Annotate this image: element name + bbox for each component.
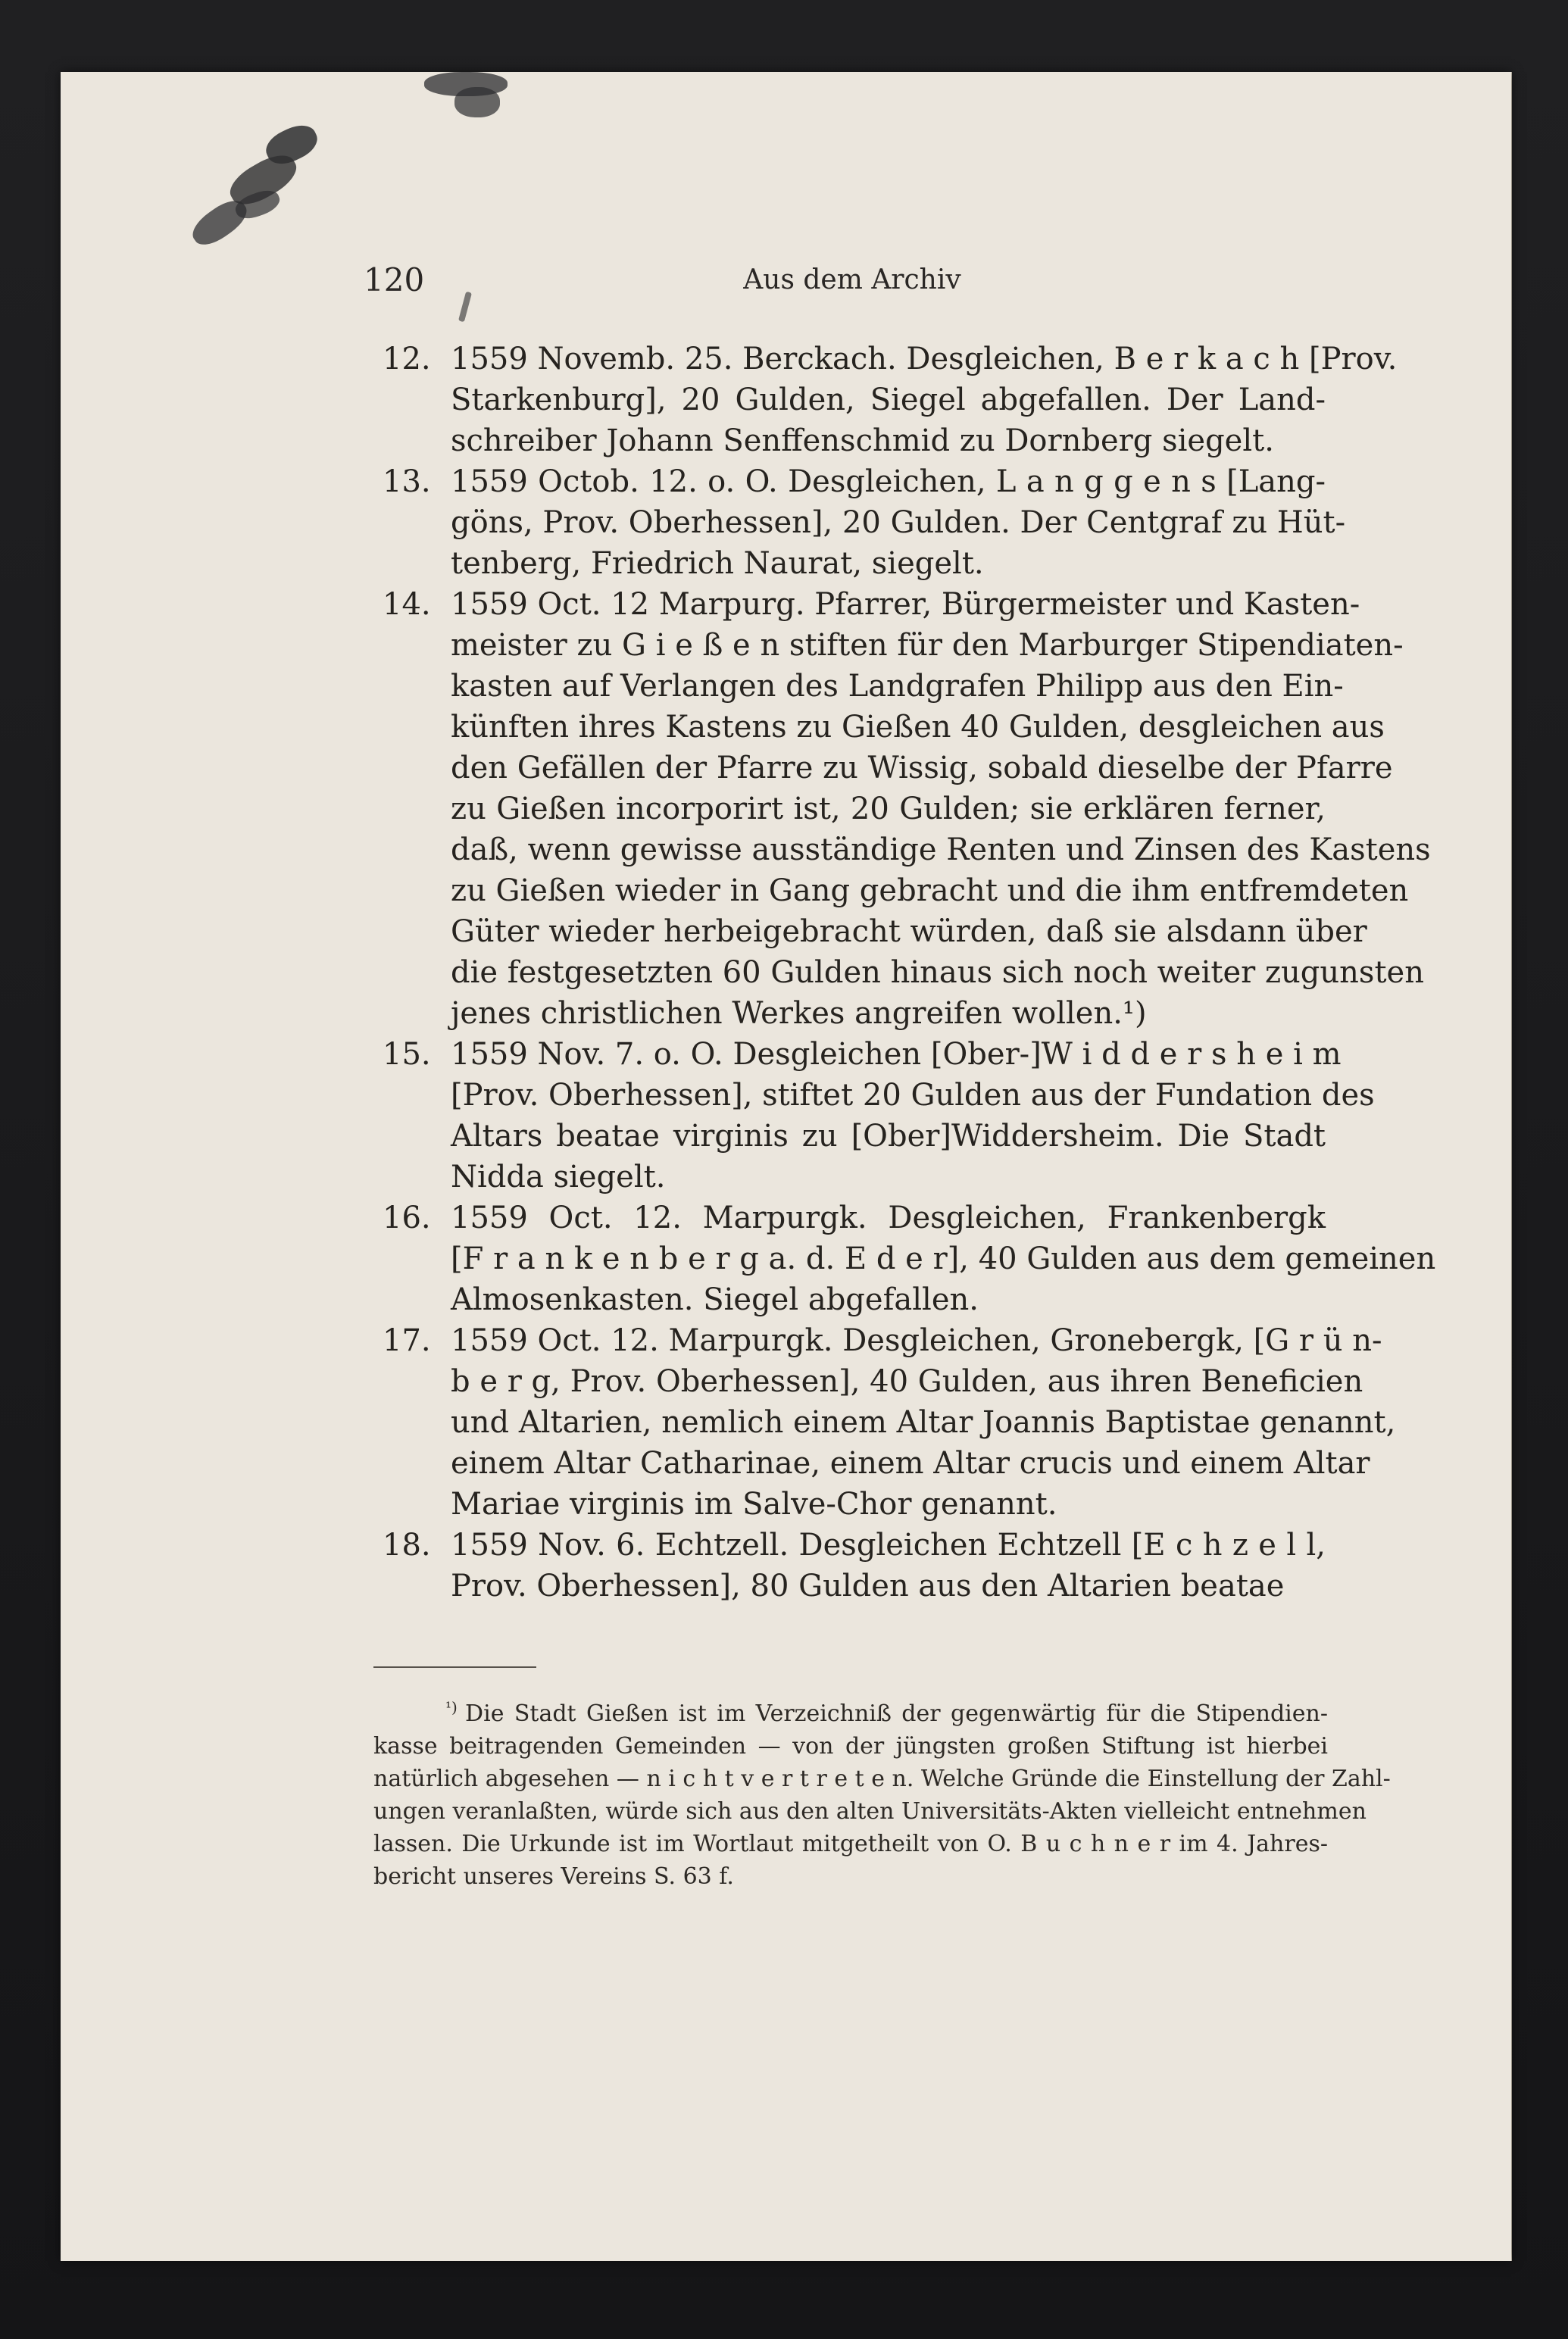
entry-text-line: tenberg, Friedrich Naurat, siegelt. xyxy=(451,546,984,581)
page-number: 120 xyxy=(364,261,425,298)
entry-text-line: b e r g, Prov. Oberhessen], 40 Gulden, aus ihren Beneficien xyxy=(451,1364,1363,1399)
entry-text-line: 1559 Oct. 12 Marpurg. Pfarrer, Bürgermeister und Kasten- xyxy=(451,587,1360,622)
footnote-line: ungen veranlaßten, würde sich aus den alten Universitäts-Akten vielleicht entnehmen xyxy=(373,1798,1367,1825)
footnote-mark: ¹) xyxy=(445,1698,466,1716)
entry-text-line: 1559 Nov. 7. o. O. Desgleichen [Ober-]W i d d e r s h e i m xyxy=(451,1037,1342,1072)
entry-text-line: 1559 Oct. 12. Marpurgk. Desgleichen, Gronebergk, [G r ü n- xyxy=(451,1323,1382,1358)
footnote-line: $^{^1)}$ Die Stadt Gießen ist im Verzeichniß der gegenwärtig für die Stipendien- xyxy=(445,1698,1328,1727)
entry-text-line: einem Altar Catharinae, einem Altar crucis und einem Altar xyxy=(451,1446,1370,1481)
entry-item xyxy=(383,1198,1436,1320)
entry-item xyxy=(383,339,1398,461)
entry-text-line: den Gefällen der Pfarre zu Wissig, sobald dieselbe der Pfarre xyxy=(451,751,1393,785)
entry-text-line: meister zu G i e ß e n stiften für den Marburger Stipendiaten- xyxy=(451,628,1404,663)
entry-text-line: Starkenburg], 20 Gulden, Siegel abgefallen. Der Land- xyxy=(451,383,1326,417)
entry-text-line: zu Gießen wieder in Gang gebracht und die ihm entfremdeten xyxy=(451,873,1409,908)
entry-number: 16. xyxy=(383,1201,431,1235)
entry-number: 14. xyxy=(383,587,431,622)
entry-text-line: [Prov. Oberhessen], stiftet 20 Gulden aus der Fundation des xyxy=(451,1078,1375,1113)
entry-number: 18. xyxy=(383,1528,431,1563)
entry-text-line: 1559 Nov. 6. Echtzell. Desgleichen Echtzell [E c h z e l l, xyxy=(451,1528,1326,1563)
entry-text-line: und Altarien, nemlich einem Altar Joannis Baptistae genannt, xyxy=(451,1405,1396,1440)
entry-text-line: daß, wenn gewisse ausständige Renten und Zinsen des Kastens xyxy=(451,832,1431,867)
footnote xyxy=(373,1691,1391,1893)
entry-text-line: die festgesetzten 60 Gulden hinaus sich noch weiter zugunsten xyxy=(451,955,1424,990)
entry-text-line: Prov. Oberhessen], 80 Gulden aus den Altarien beatae xyxy=(451,1569,1285,1604)
entry-item xyxy=(383,1320,1396,1525)
entry-number: 15. xyxy=(383,1037,431,1072)
entry-text-line: zu Gießen incorporirt ist, 20 Gulden; sie erklären ferner, xyxy=(451,792,1326,826)
entry-list xyxy=(383,339,1436,1607)
entry-item xyxy=(383,1034,1375,1198)
footnote-divider xyxy=(373,1666,536,1668)
footnote-line: natürlich abgesehen — n i c h t v e r t r e t e n. Welche Gründe die Einstellung der Zahl- xyxy=(373,1766,1391,1792)
footnote-line: kasse beitragenden Gemeinden — von der jüngsten großen Stiftung ist hierbei xyxy=(373,1733,1328,1760)
entry-item xyxy=(383,1525,1326,1607)
entry-text-line: künften ihres Kastens zu Gießen 40 Gulden, desgleichen aus xyxy=(451,710,1385,745)
footnote-line: bericht unseres Vereins S. 63 f. xyxy=(373,1863,734,1890)
entry-text-line: Mariae virginis im Salve-Chor genannt. xyxy=(451,1487,1057,1522)
entry-item xyxy=(383,461,1346,584)
entry-text-line: Almosenkasten. Siegel abgefallen. xyxy=(451,1282,979,1317)
entry-text-line: schreiber Johann Senffenschmid zu Dornberg siegelt. xyxy=(451,423,1274,458)
entry-text-line: jenes christlichen Werkes angreifen wollen.¹) xyxy=(451,996,1147,1031)
entry-text-line: Güter wieder herbeigebracht würden, daß sie alsdann über xyxy=(451,914,1367,949)
entry-text-line: 1559 Oct. 12. Marpurgk. Desgleichen, Frankenbergk xyxy=(451,1201,1326,1235)
entry-item xyxy=(383,584,1431,1034)
entry-text-line: Altars beatae virginis zu [Ober]Widdersheim. Die Stadt xyxy=(451,1119,1326,1154)
entry-text-line: [F r a n k e n b e r g a. d. E d e r], 40 Gulden aus dem gemeinen xyxy=(451,1241,1436,1276)
entry-number: 17. xyxy=(383,1323,431,1358)
entry-text-line: kasten auf Verlangen des Landgrafen Philipp aus den Ein- xyxy=(451,669,1344,704)
footnote-line: lassen. Die Urkunde ist im Wortlaut mitgetheilt von O. B u c h n e r im 4. Jahres- xyxy=(373,1831,1328,1857)
ink-stain xyxy=(454,87,500,117)
entry-text-line: 1559 Novemb. 25. Berckach. Desgleichen, B e r k a c h [Prov. xyxy=(451,342,1398,376)
entry-text-line: 1559 Octob. 12. o. O. Desgleichen, L a n g g e n s [Lang- xyxy=(451,464,1326,499)
entry-text-line: Nidda siegelt. xyxy=(451,1160,666,1194)
entry-number: 12. xyxy=(383,342,431,376)
running-title: Aus dem Archiv xyxy=(743,264,961,295)
page-header xyxy=(364,261,1341,307)
entry-number: 13. xyxy=(383,464,431,499)
entry-text-line: göns, Prov. Oberhessen], 20 Gulden. Der Centgraf zu Hüt- xyxy=(451,505,1346,540)
